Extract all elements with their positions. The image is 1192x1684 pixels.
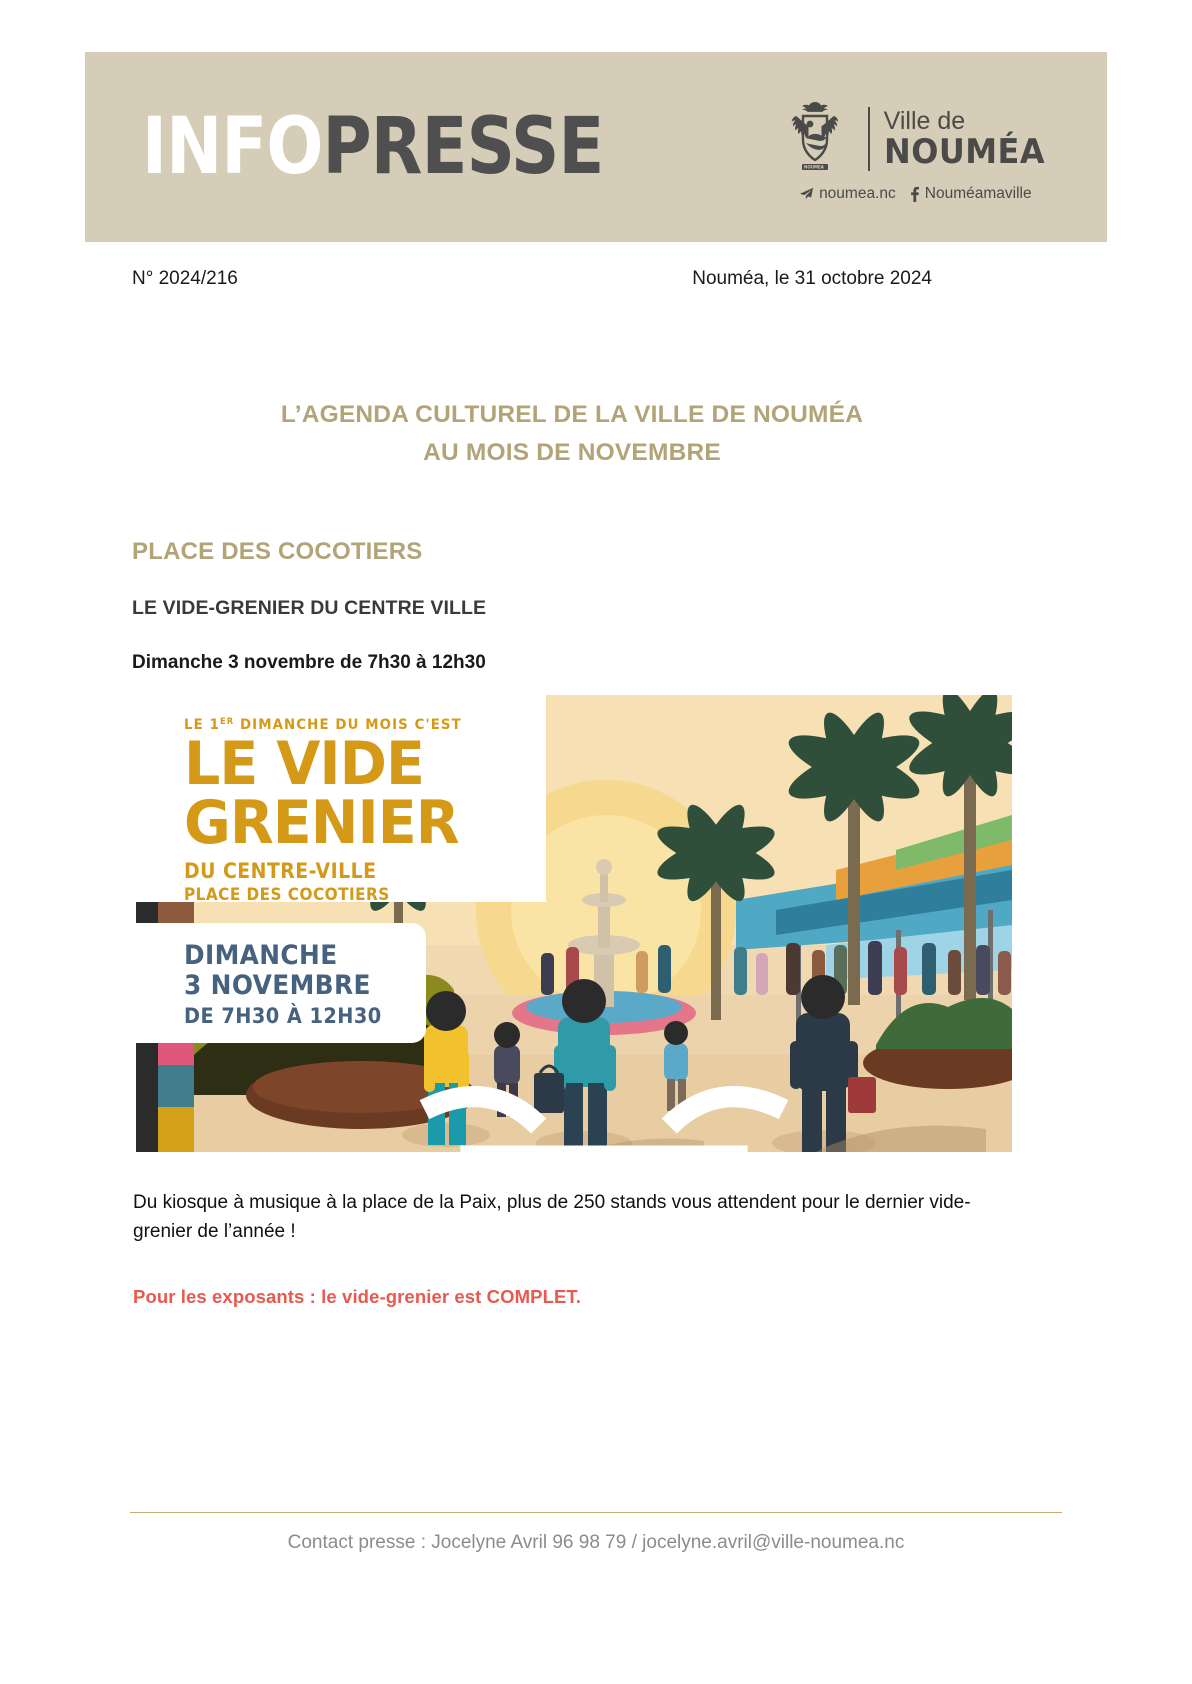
facebook-link[interactable]: [909, 185, 1032, 203]
logo-divider: [868, 107, 870, 171]
event-datetime: Dimanche 3 novembre de 7h30 à 12h30: [132, 652, 486, 673]
poster-headline-card: [136, 695, 546, 906]
event-title: LE VIDE-GRENIER DU CENTRE VILLE: [132, 597, 487, 619]
event-alert-notice: Pour les exposants : le vide-grenier est COMPLET.: [133, 1286, 581, 1307]
city-logo-row: [776, 98, 1055, 180]
poster-logo-city: NOUMÉA: [1059, 1300, 1152, 1321]
document-reference: N° 2024/216: [132, 268, 238, 289]
poster-date-card: [136, 923, 426, 1043]
poster-date-line2: 3 NOVEMBRE: [184, 970, 371, 1002]
website-label: noumea.nc: [819, 184, 896, 202]
logo-city-name: NOUMÉA: [883, 131, 1045, 172]
page-title-line2: AU MOIS DE NOVEMBRE: [423, 438, 721, 466]
poster-kicker: LE 1ER DIMANCHE DU MOIS C'EST: [184, 717, 462, 733]
website-link[interactable]: [799, 185, 896, 203]
poster-date-line1: DIMANCHE: [184, 940, 338, 971]
svg-text:NOUMEA: NOUMEA: [803, 164, 824, 169]
page-title-line1: L’AGENDA CULTUREL DE LA VILLE DE NOUMÉA: [280, 401, 864, 428]
poster-logo-ville: Ville de: [1059, 1290, 1096, 1302]
noumea-coat-of-arms-icon: [776, 98, 854, 180]
wordmark-presse: PRESSE: [322, 102, 604, 192]
poster-subtitle-line1: DU CENTRE-VILLE: [184, 859, 377, 884]
poster-title-line2: GRENIER: [184, 788, 459, 859]
footer-divider: [130, 1512, 1062, 1513]
header-banner: [85, 52, 1107, 242]
document-dateline: Nouméa, le 31 octobre 2024: [692, 268, 932, 289]
city-logo-block: [776, 98, 1055, 203]
paper-plane-icon: [799, 186, 814, 201]
city-logo-text: [883, 106, 1055, 172]
logo-ville-label: Ville de: [883, 106, 966, 135]
section-heading-place: PLACE DES COCOTIERS: [132, 538, 423, 565]
facebook-icon: [909, 186, 920, 202]
poster-title-line1: LE VIDE: [184, 729, 425, 799]
poster-date-line3: DE 7H30 À 12H30: [184, 1004, 382, 1029]
footer-contact: Contact presse : Jocelyne Avril 96 98 79 / jocelyne.avril@ville-noumea.nc: [287, 1532, 905, 1553]
event-description: Du kiosque à musique à la place de la Paix, plus de 250 stands vous attendent pour le dernier vide-grenier de l’année !: [133, 1192, 971, 1242]
poster-subtitle-line2: PLACE DES COCOTIERS: [184, 885, 390, 906]
poster-logo-divider: [1050, 1292, 1052, 1320]
facebook-label: Nouméamaville: [924, 184, 1032, 202]
social-links-row: [799, 185, 1032, 203]
infopresse-wordmark: [142, 102, 604, 192]
page-title: [132, 396, 1012, 472]
poster-logo-text: [1060, 1291, 1152, 1320]
meta-row: [132, 268, 932, 290]
wordmark-info: INFO: [142, 102, 323, 192]
